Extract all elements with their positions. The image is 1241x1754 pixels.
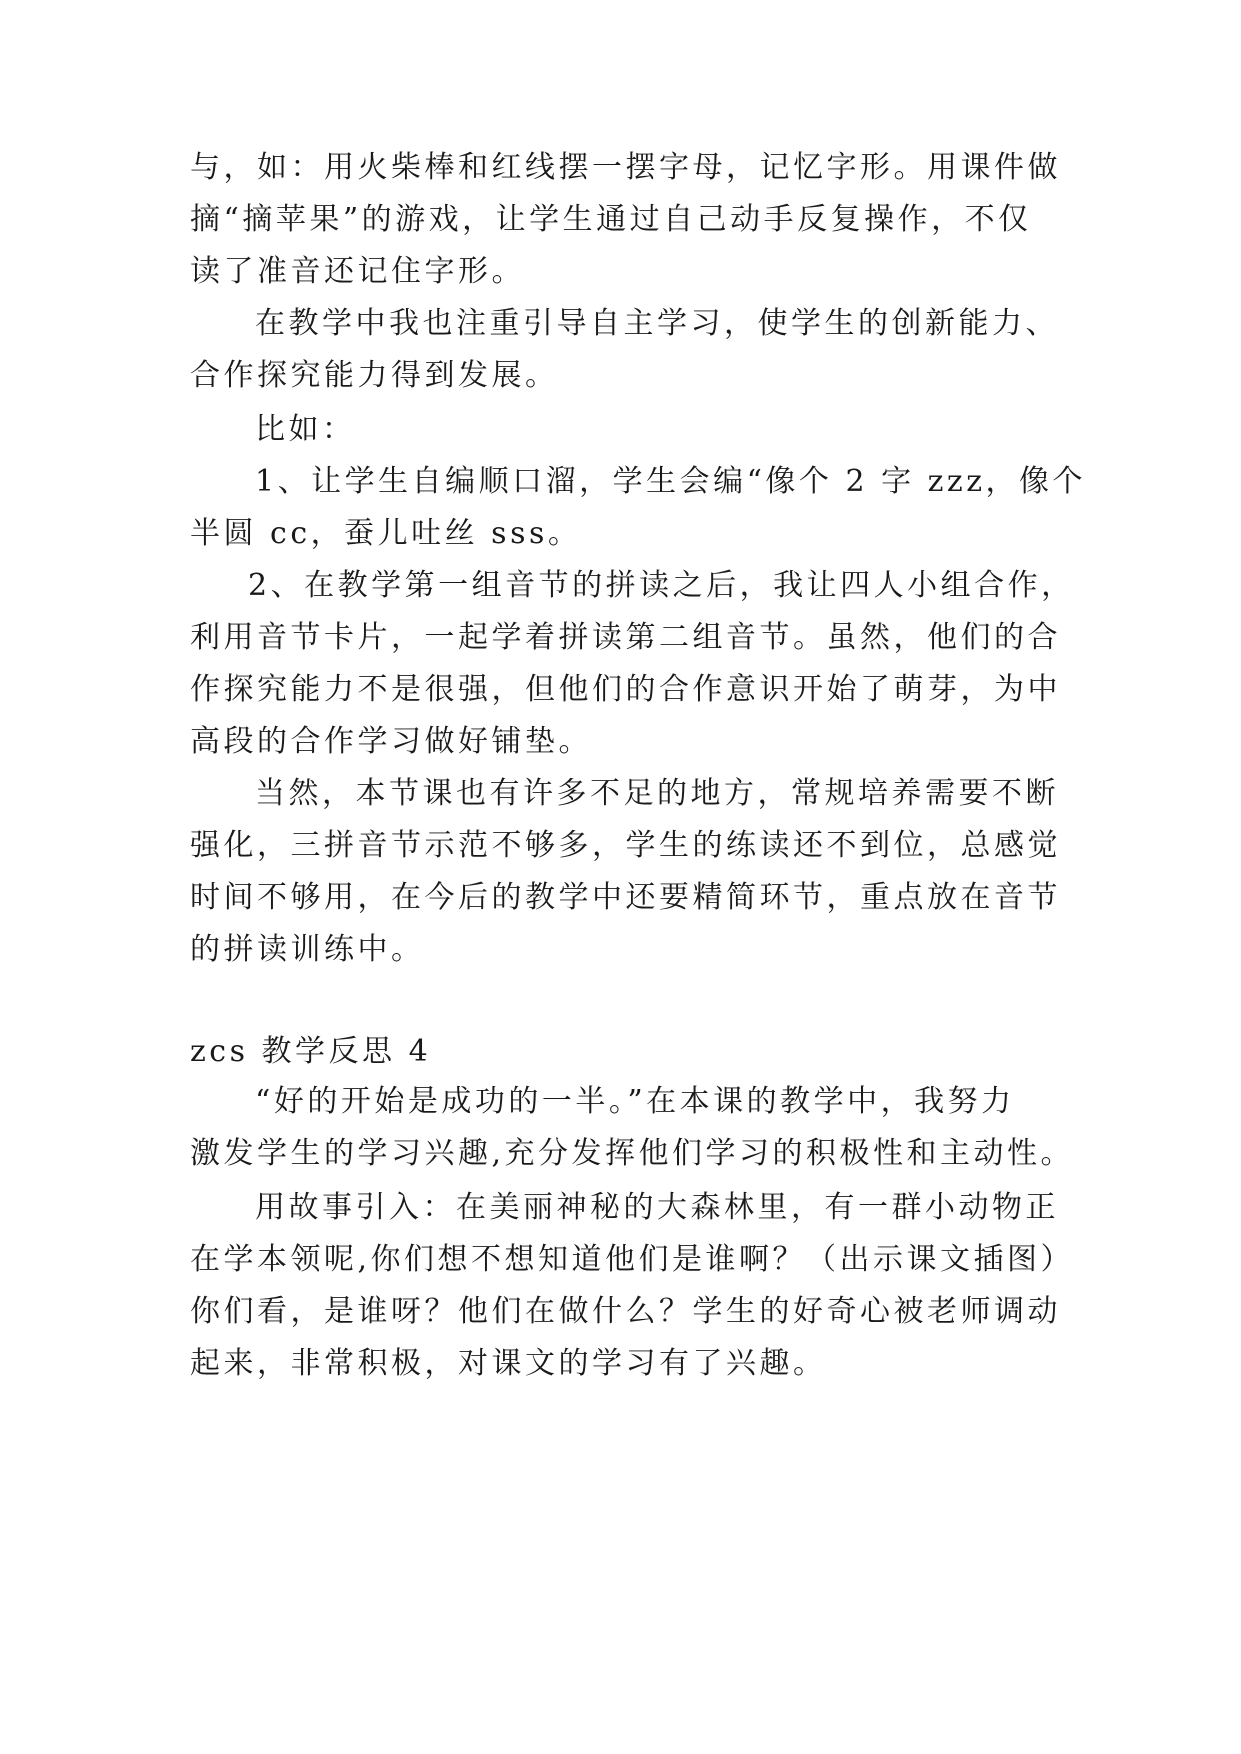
paragraph-line: 1、让学生自编顺口溜，学生会编“像个 2 字 zzz，像个 (255, 464, 1087, 499)
paragraph-line: 高段的合作学习做好铺垫。 (190, 724, 592, 759)
paragraph-line: 强化，三拼音节示范不够多，学生的练读还不到位，总感觉 (190, 828, 1061, 863)
paragraph-line: 用故事引入：在美丽神秘的大森林里，有一群小动物正 (255, 1190, 1059, 1225)
paragraph-line: 当然，本节课也有许多不足的地方，常规培养需要不断 (255, 776, 1059, 811)
paragraph-line: 时间不够用，在今后的教学中还要精简环节，重点放在音节 (190, 880, 1061, 915)
paragraph-line: 你们看，是谁呀？他们在做什么？学生的好奇心被老师调动 (190, 1294, 1061, 1329)
section-title: zcs 教学反思 4 (190, 1034, 432, 1069)
paragraph-line: 合作探究能力得到发展。 (190, 358, 559, 393)
paragraph-line: 激发学生的学习兴趣,充分发挥他们学习的积极性和主动性。 (190, 1136, 1075, 1171)
paragraph-line: 2、在教学第一组音节的拼读之后，我让四人小组合作， (248, 568, 1075, 603)
paragraph-line: 摘“摘苹果”的游戏，让学生通过自己动手反复操作，不仅 (190, 202, 1032, 237)
paragraph-line: 利用音节卡片，一起学着拼读第二组音节。虽然，他们的合 (190, 620, 1061, 655)
paragraph-line: 半圆 cc，蚕儿吐丝 sss。 (190, 516, 582, 551)
paragraph-line: 起来，非常积极，对课文的学习有了兴趣。 (190, 1346, 827, 1381)
paragraph-line: 的拼读训练中。 (190, 932, 425, 967)
paragraph-line: 比如： (255, 412, 356, 447)
paragraph-line: 在教学中我也注重引导自主学习，使学生的创新能力、 (255, 306, 1059, 341)
paragraph-line: 在学本领呢,你们想不想知道他们是谁啊？（出示课文插图） (190, 1242, 1075, 1277)
paragraph-line: 读了准音还记住字形。 (190, 254, 525, 289)
paragraph-line: 与，如：用火柴棒和红线摆一摆字母，记忆字形。用课件做 (190, 150, 1061, 185)
paragraph-line: 作探究能力不是很强，但他们的合作意识开始了萌芽，为中 (190, 672, 1061, 707)
paragraph-line: “好的开始是成功的一半。”在本课的教学中，我努力 (255, 1084, 1015, 1119)
